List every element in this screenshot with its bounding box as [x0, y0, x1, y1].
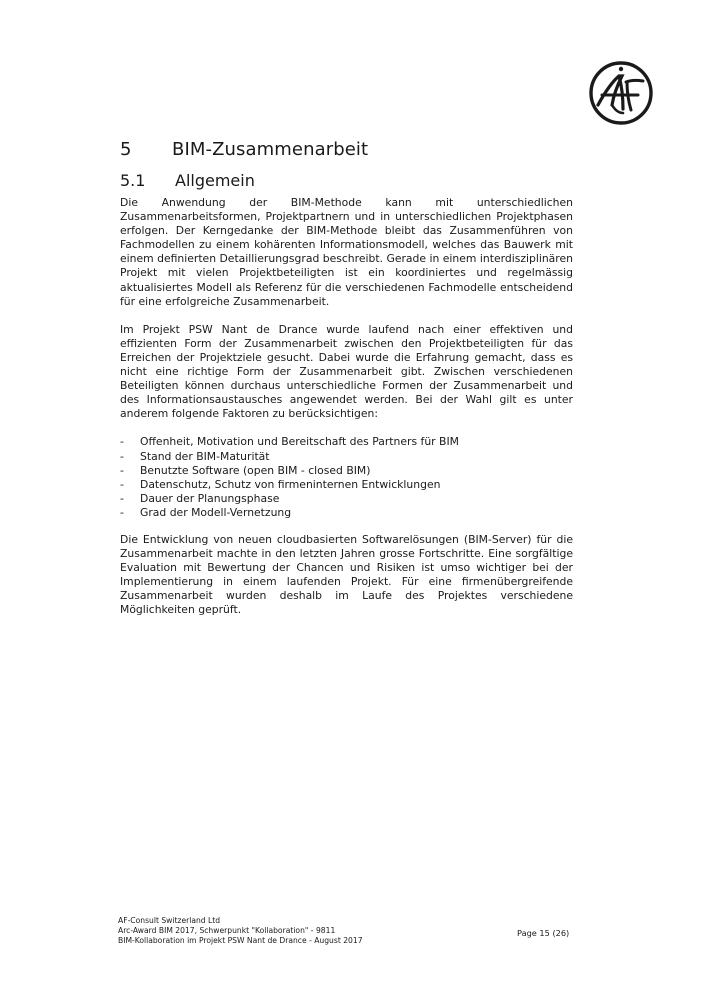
list-item: [120, 478, 573, 492]
page-number: Page 15 (26): [517, 928, 570, 938]
subsection-heading: [120, 170, 255, 192]
list-item-text: Dauer der Planungsphase: [140, 491, 280, 505]
list-item-text: Offenheit, Motivation und Bereitschaft des Partners für BIM: [140, 435, 459, 449]
footer-document: BIM-Kollaboration im Projekt PSW Nant de Drance - August 2017: [118, 936, 363, 946]
af-logo-icon: [588, 60, 654, 126]
factor-list: [120, 435, 573, 520]
bullet-dash: -: [120, 505, 124, 519]
footer-company: AF-Consult Switzerland Ltd: [118, 916, 221, 925]
list-item: [120, 435, 573, 449]
body-content: [120, 196, 573, 632]
list-item-text: Grad der Modell-Vernetzung: [140, 505, 292, 519]
footer-award: Arc-Award BIM 2017, Schwerpunkt "Kollaboration" - 9811: [118, 926, 336, 936]
list-item-text: Datenschutz, Schutz von firmeninternen Entwicklungen: [140, 477, 441, 491]
paragraph-intro: Die Anwendung der BIM-Methode kann mit unterschiedlichen Zusammenarbeitsformen, Projektpartnern und in unterschiedlichen Projektphasen erfolgen. Der Kerngedanke der BIM-Methode bleibt das Zusammenführen von Fachmodellen zu einem kohärenten Informationsmodell, welches das Bauwerk mit einem definierten Detaillierungsgrad beschreibt. Gerade in einem interdisziplinären Projekt mit vielen Projektbeteiligten ist ein koordiniertes und regelmässig aktualisiertes Modell als Referenz für die verschiedenen Fachmodelle entscheidend für eine erfolgreiche Zusammenarbeit.: [120, 196, 573, 308]
section-number: 5: [120, 139, 132, 160]
list-item: [120, 450, 573, 464]
footer: [118, 916, 363, 947]
bullet-dash: -: [120, 491, 124, 505]
bullet-dash: -: [120, 463, 124, 477]
list-item-text: Stand der BIM-Maturität: [140, 449, 270, 463]
af-logo: [588, 60, 654, 126]
list-item: [120, 506, 573, 520]
list-item: [120, 492, 573, 506]
paragraph-collaboration: Im Projekt PSW Nant de Drance wurde laufend nach einer effektiven und effizienten Form der Zusammenarbeit zwischen den Projektbeteiligten für das Erreichen der Projektziele gesucht. Dabei wurde die Erfahrung gemacht, dass es nicht eine richtige Form der Zusammenarbeit gibt. Zwischen verschiedenen Beteiligten können durchaus unterschiedliche Formen der Zusammenarbeit und des Informationsaustausches angewendet werden. Bei der Wahl gilt es unter anderem folgende Faktoren zu berücksichtigen:: [120, 322, 573, 421]
bullet-dash: -: [120, 449, 124, 463]
list-item: [120, 464, 573, 478]
subsection-number: 5.1: [120, 171, 146, 190]
bullet-dash: -: [120, 477, 124, 491]
paragraph-cloud: Die Entwicklung von neuen cloudbasierten Softwarelösungen (BIM-Server) für die Zusammenarbeit machte in den letzten Jahren grosse Fortschritte. Eine sorgfältige Evaluation mit Bewertung der Chancen und Risiken ist umso wichtiger bei der Implementierung in einem laufenden Projekt. Für eine firmenübergreifende Zusammenarbeit wurden deshalb im Laufe des Projektes verschiedene Möglichkeiten geprüft.: [120, 532, 573, 617]
list-item-text: Benutzte Software (open BIM - closed BIM): [140, 463, 371, 477]
subsection-title: Allgemein: [175, 171, 255, 190]
bullet-dash: -: [120, 435, 124, 449]
section-title: BIM-Zusammenarbeit: [172, 139, 369, 160]
section-heading: [120, 138, 368, 162]
